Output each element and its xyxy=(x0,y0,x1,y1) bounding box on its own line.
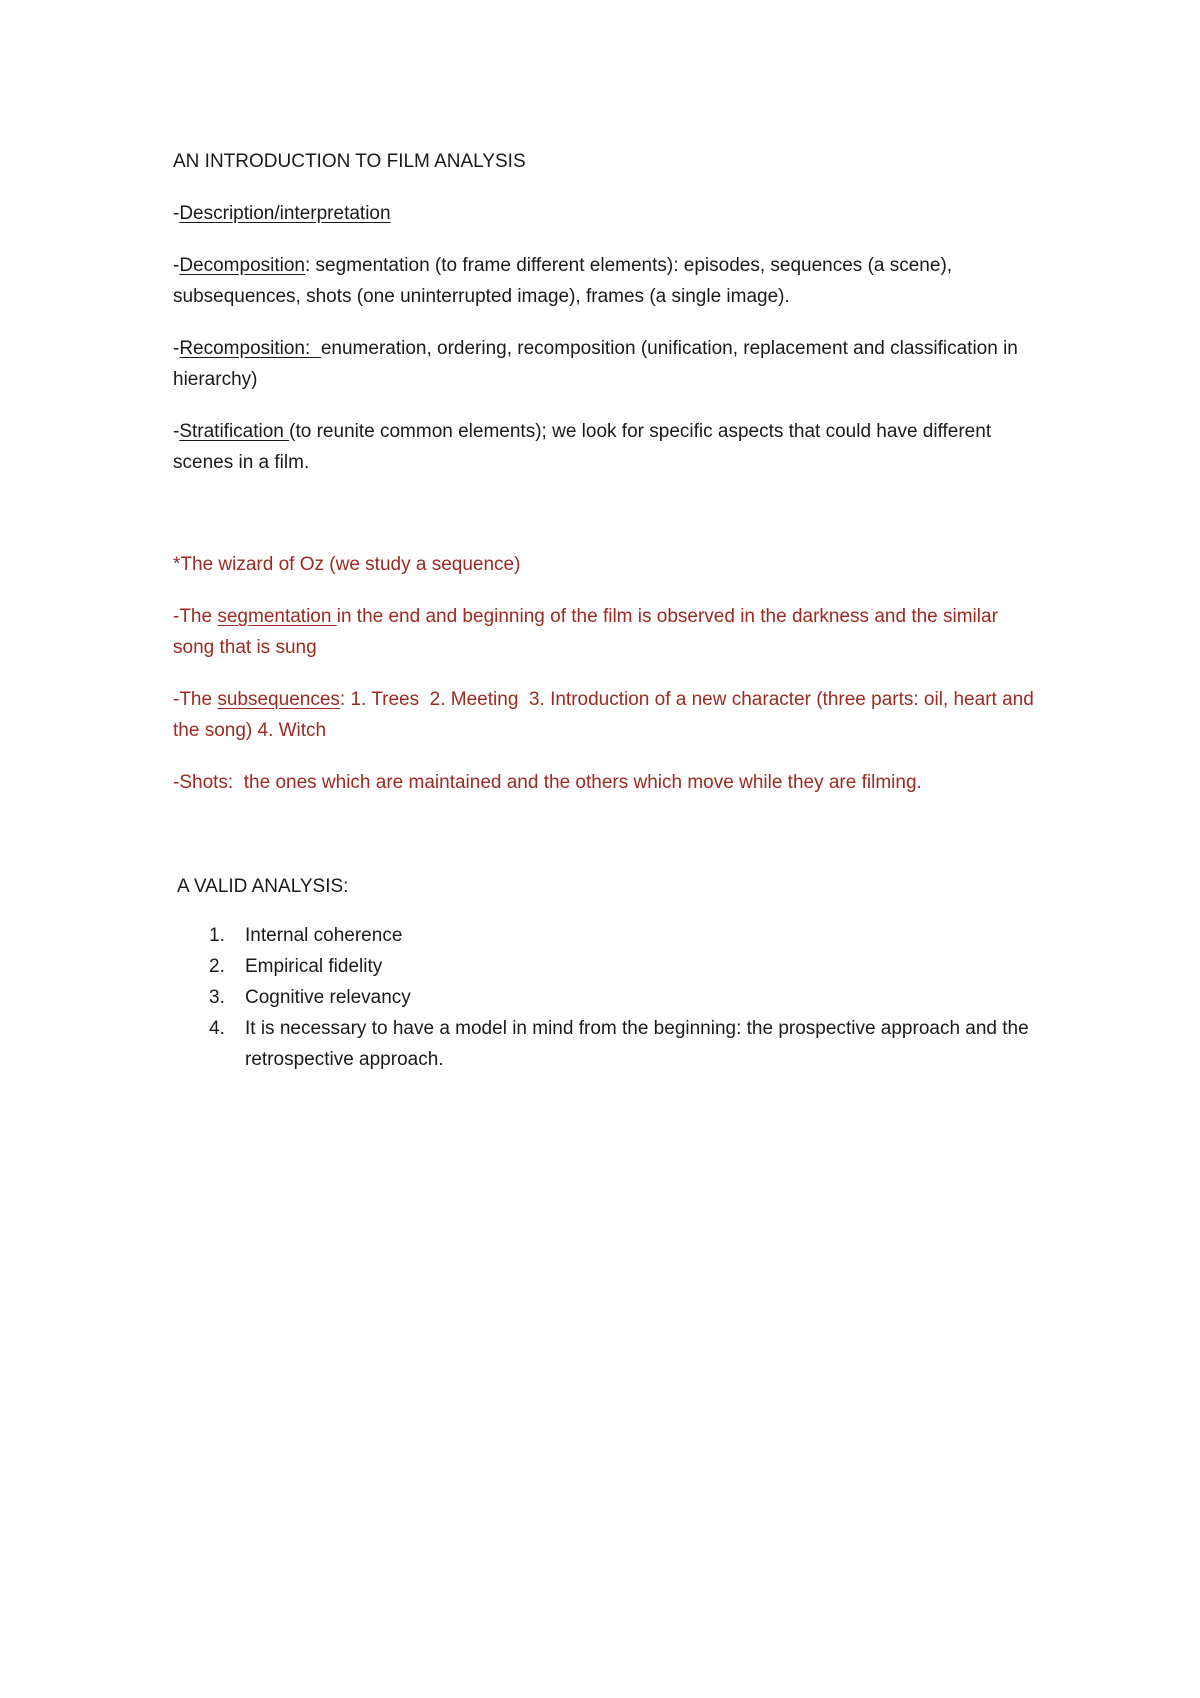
list-item-number: 1. xyxy=(209,925,225,946)
list-item-text: Internal coherence xyxy=(245,925,403,946)
recomposition-term: Recomposition: xyxy=(179,338,321,359)
list-item-text: It is necessary to have a model in mind from the beginning: the prospective approach and the retrospective approach. xyxy=(245,1018,1029,1070)
stratification-term: Stratification xyxy=(179,421,290,442)
list-item xyxy=(173,951,1043,982)
recomposition-prefix: - xyxy=(173,338,180,359)
document-title: AN INTRODUCTION TO FILM ANALYSIS xyxy=(173,151,526,172)
section-spacer xyxy=(173,819,1043,871)
decomposition-term: Decomposition xyxy=(179,255,305,276)
stratification-prefix: - xyxy=(173,421,180,442)
wizard-shots-item: -Shots: the ones which are maintained and the others which move while they are filming. xyxy=(173,772,922,793)
decomposition-text: : segmentation (to frame different elements): episodes, sequences (a scene), subsequences, shots (one uninterrupted image), frames (a single image). xyxy=(173,255,953,307)
wizard-segmentation-item xyxy=(173,601,1043,663)
stratification-item xyxy=(173,416,1043,478)
wizard-segmentation-prefix: -The xyxy=(173,606,218,627)
decomposition-item xyxy=(173,250,1043,312)
valid-analysis-heading: A VALID ANALYSIS: xyxy=(177,876,349,897)
description-prefix: - xyxy=(173,203,180,224)
wizard-subsequences-prefix: -The xyxy=(173,689,218,710)
description-item xyxy=(173,198,1043,229)
recomposition-item xyxy=(173,333,1043,395)
list-item-number: 3. xyxy=(209,987,225,1008)
list-item-text: Cognitive relevancy xyxy=(245,987,411,1008)
list-item-text: Empirical fidelity xyxy=(245,956,383,977)
decomposition-prefix: - xyxy=(173,255,180,276)
section-spacer xyxy=(173,499,1043,549)
wizard-subsequences-text: : 1. Trees 2. Meeting 3. Introduction of a new character (three parts: oil, heart and the song) 4. Witch xyxy=(173,689,1040,741)
wizard-heading: *The wizard of Oz (we study a sequence) xyxy=(173,554,521,575)
recomposition-text: enumeration, ordering, recomposition (unification, replacement and classification in hierarchy) xyxy=(173,338,1018,390)
valid-analysis-list xyxy=(173,920,1043,1075)
list-item xyxy=(173,920,1043,951)
list-item-number: 4. xyxy=(209,1018,225,1039)
document-body xyxy=(173,146,1043,1075)
list-item-number: 2. xyxy=(209,956,225,977)
list-item xyxy=(173,1013,1043,1075)
wizard-subsequences-item xyxy=(173,684,1043,746)
wizard-segmentation-term: segmentation xyxy=(217,606,337,627)
wizard-subsequences-term: subsequences xyxy=(217,689,340,710)
wizard-segmentation-text: in the end and beginning of the film is observed in the darkness and the similar song that is sung xyxy=(173,606,998,658)
description-term: Description/interpretation xyxy=(179,203,391,224)
list-item xyxy=(173,982,1043,1013)
stratification-text: (to reunite common elements); we look for specific aspects that could have different scenes in a film. xyxy=(173,421,992,473)
